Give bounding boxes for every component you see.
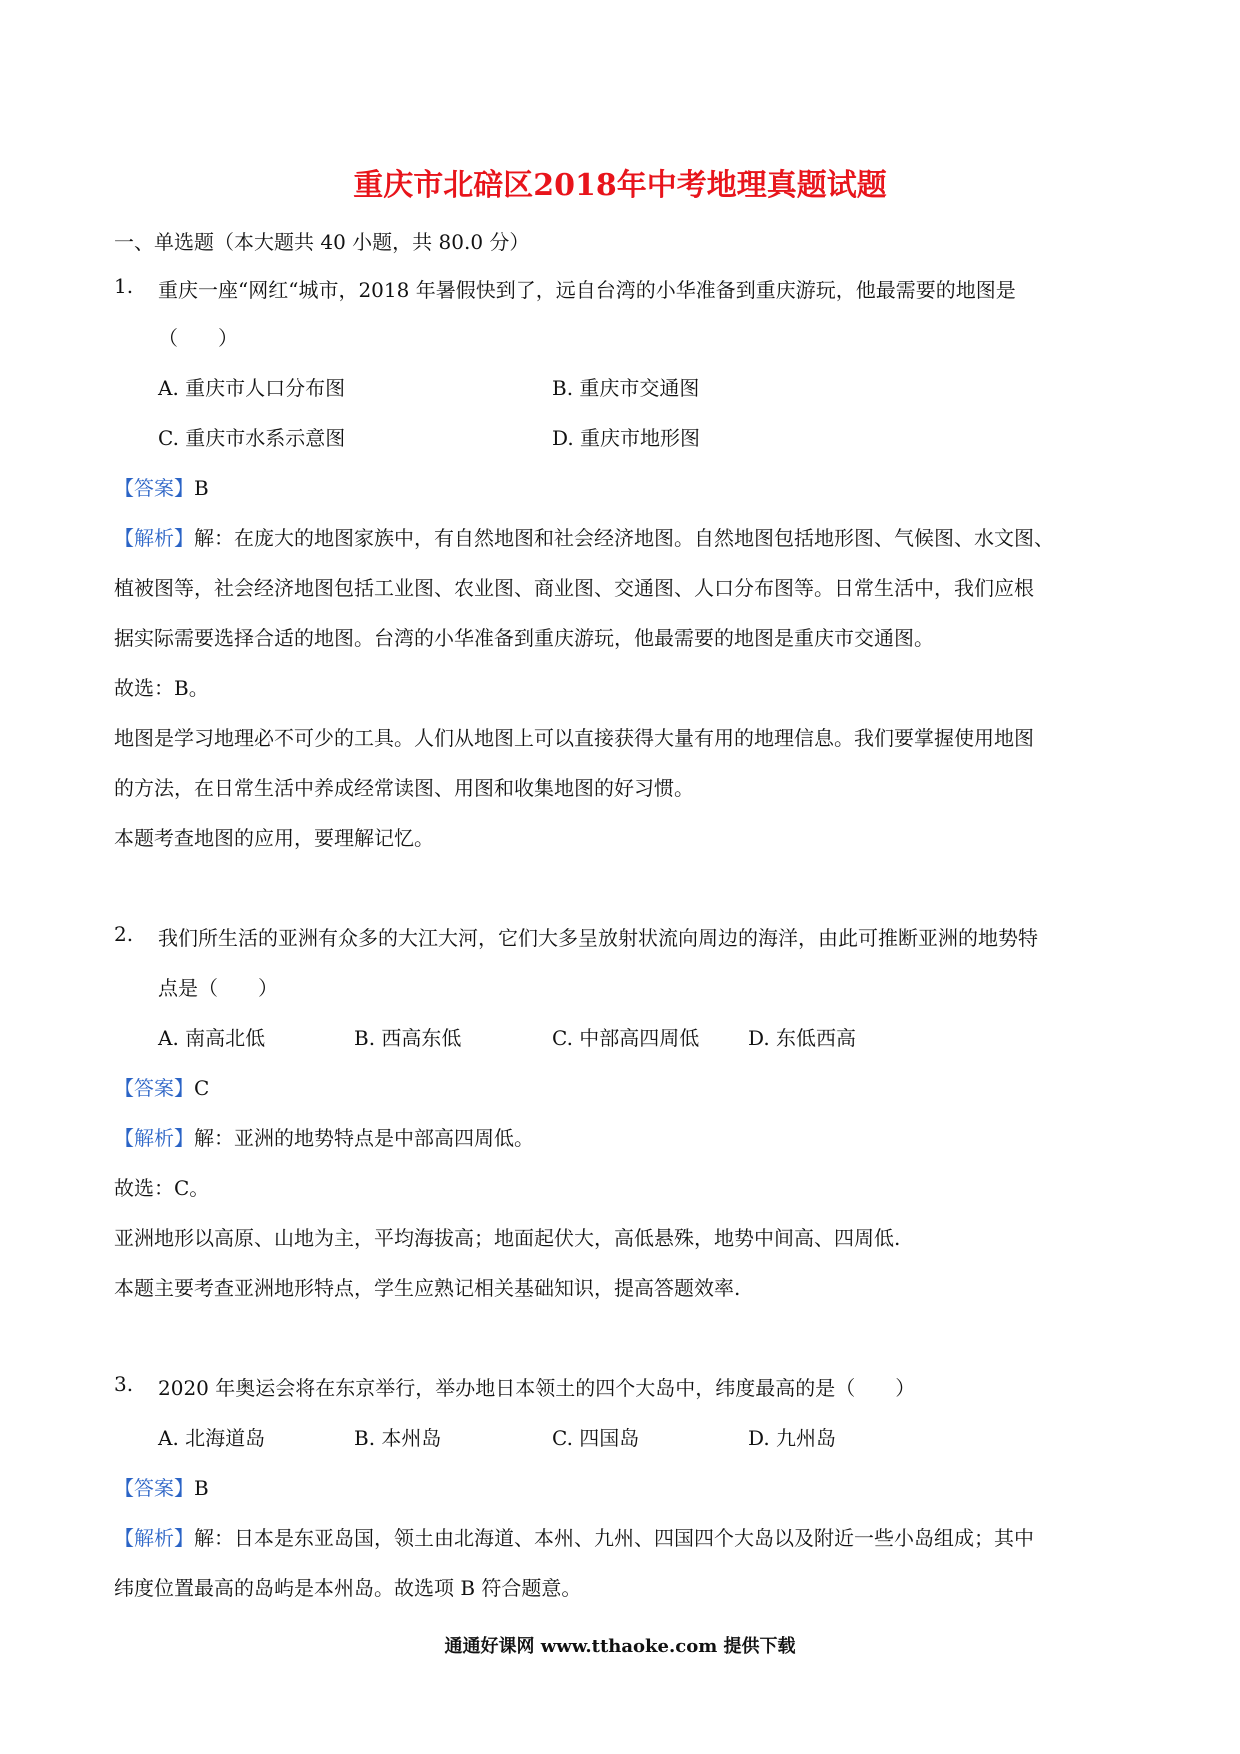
question-3-option-b: B. 本州岛 bbox=[354, 1426, 442, 1450]
question-2-note-line-1: 亚洲地形以高原、山地为主，平均海拔高；地面起伏大，高低悬殊，地势中间高、四周低. bbox=[114, 1226, 901, 1250]
question-1-note-line-1: 地图是学习地理必不可少的工具。人们从地图上可以直接获得大量有用的地理信息。我们要掌握使用地图 bbox=[114, 726, 1034, 750]
question-1-number: 1. bbox=[114, 274, 134, 298]
question-3-answer bbox=[114, 1472, 209, 1501]
question-2-choose: 故选：C。 bbox=[114, 1176, 210, 1200]
answer-tag: 【答案】 bbox=[114, 476, 194, 500]
question-1-analysis-line-3: 据实际需要选择合适的地图。台湾的小华准备到重庆游玩，他最需要的地图是重庆市交通图。 bbox=[114, 626, 934, 650]
answer-tag: 【答案】 bbox=[114, 1076, 194, 1100]
question-2-number: 2. bbox=[114, 922, 134, 946]
question-2-option-c: C. 中部高四周低 bbox=[552, 1026, 700, 1050]
analysis-text: 解：在庞大的地图家族中，有自然地图和社会经济地图。自然地图包括地形图、气候图、水文图、 bbox=[194, 526, 1054, 550]
question-1-analysis bbox=[114, 522, 1054, 551]
question-2-analysis bbox=[114, 1122, 534, 1151]
question-3-option-c: C. 四国岛 bbox=[552, 1426, 640, 1450]
answer-value: B bbox=[194, 1476, 209, 1500]
question-1-option-c: C. 重庆市水系示意图 bbox=[158, 426, 346, 450]
question-3-number: 3. bbox=[114, 1372, 134, 1396]
answer-value: C bbox=[194, 1076, 210, 1100]
section-header: 一、单选题（本大题共 40 小题，共 80.0 分） bbox=[114, 230, 530, 254]
question-2-option-b: B. 西高东低 bbox=[354, 1026, 462, 1050]
question-3-option-d: D. 九州岛 bbox=[748, 1426, 837, 1450]
question-1-option-b: B. 重庆市交通图 bbox=[552, 376, 700, 400]
question-1-answer bbox=[114, 472, 209, 501]
question-1-note-line-2: 的方法，在日常生活中养成经常读图、用图和收集地图的好习惯。 bbox=[114, 776, 694, 800]
analysis-text: 解：日本是东亚岛国，领土由北海道、本州、九州、四国四个大岛以及附近一些小岛组成；其中 bbox=[194, 1526, 1034, 1550]
question-2-stem-cont: 点是（ ） bbox=[158, 976, 278, 1000]
answer-value: B bbox=[194, 476, 209, 500]
question-3-analysis bbox=[114, 1522, 1034, 1551]
question-1-stem: 重庆一座“网红“城市，2018 年暑假快到了，远自台湾的小华准备到重庆游玩，他最需要的地图是 bbox=[158, 278, 1016, 302]
question-2-stem: 我们所生活的亚洲有众多的大江大河，它们大多呈放射状流向周边的海洋，由此可推断亚洲的地势特 bbox=[158, 926, 1038, 950]
question-3-option-a: A. 北海道岛 bbox=[158, 1426, 266, 1450]
question-2-option-a: A. 南高北低 bbox=[158, 1026, 266, 1050]
question-2-note-line-2: 本题主要考查亚洲地形特点，学生应熟记相关基础知识，提高答题效率. bbox=[114, 1276, 741, 1300]
question-1-analysis-line-2: 植被图等，社会经济地图包括工业图、农业图、商业图、交通图、人口分布图等。日常生活中，我们应根 bbox=[114, 576, 1034, 600]
answer-tag: 【答案】 bbox=[114, 1476, 194, 1500]
question-3-analysis-line-2: 纬度位置最高的岛屿是本州岛。故选项 B 符合题意。 bbox=[114, 1576, 582, 1600]
question-2-answer bbox=[114, 1072, 209, 1101]
question-1-choose: 故选：B。 bbox=[114, 676, 209, 700]
analysis-text: 解：亚洲的地势特点是中部高四周低。 bbox=[194, 1126, 534, 1150]
question-1-option-a: A. 重庆市人口分布图 bbox=[158, 376, 346, 400]
question-1-stem-cont: （ ） bbox=[158, 326, 238, 350]
question-2-option-d: D. 东低西高 bbox=[748, 1026, 857, 1050]
analysis-tag: 【解析】 bbox=[114, 1526, 194, 1550]
question-1-note-line-3: 本题考查地图的应用，要理解记忆。 bbox=[114, 826, 434, 850]
page-footer: 通通好课网 www.tthaoke.com 提供下载 bbox=[444, 1636, 796, 1657]
analysis-tag: 【解析】 bbox=[114, 1126, 194, 1150]
question-1-option-d: D. 重庆市地形图 bbox=[552, 426, 701, 450]
question-3-stem: 2020 年奥运会将在东京举行，举办地日本领土的四个大岛中，纬度最高的是（ ） bbox=[158, 1376, 916, 1400]
document-title: 重庆市北碚区2018年中考地理真题试题 bbox=[353, 168, 887, 203]
analysis-tag: 【解析】 bbox=[114, 526, 194, 550]
